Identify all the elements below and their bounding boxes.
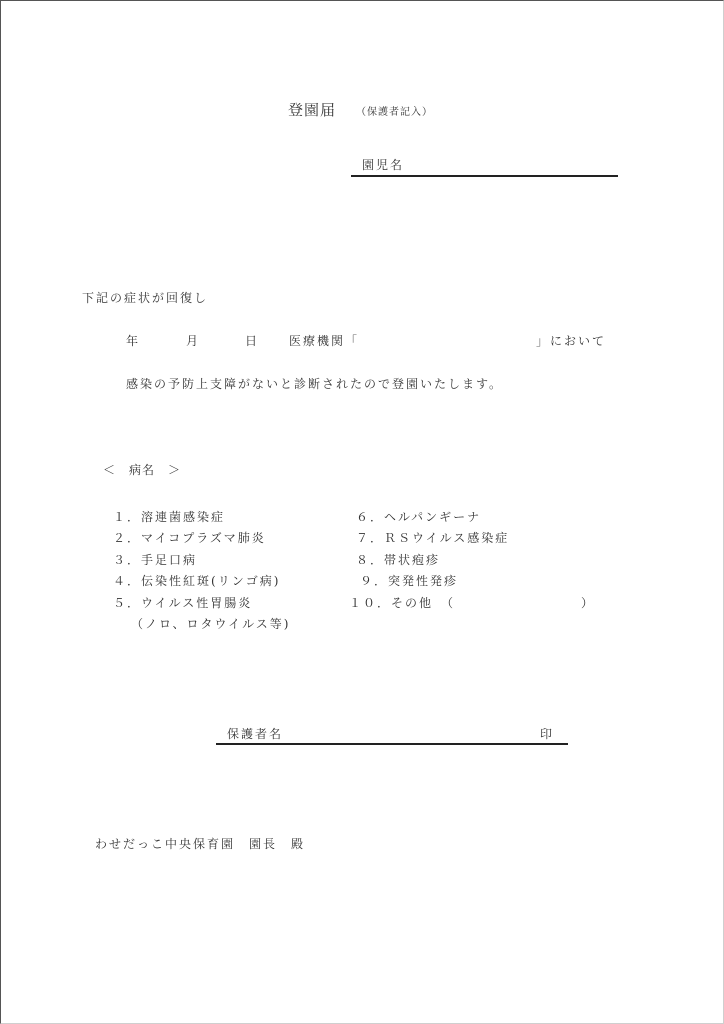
disease-number: ５． <box>113 596 142 610</box>
disease-name: その他 （ <box>391 596 456 610</box>
disease-name: 帯状疱疹 <box>384 553 441 567</box>
guardian-name-label: 保護者名 <box>227 727 284 741</box>
disease-item[interactable] <box>360 574 458 588</box>
disease-name: マイコプラズマ肺炎 <box>141 531 266 545</box>
other-close-paren: ） <box>581 596 596 610</box>
document-title: 登園届 <box>288 101 337 119</box>
disease-name: 突発性発疹 <box>388 574 459 588</box>
child-name-field[interactable] <box>411 158 611 174</box>
disease-name: ヘルパンギーナ <box>384 510 482 524</box>
year-label: 年 <box>126 334 141 348</box>
disease-item[interactable] <box>349 596 455 610</box>
statement-line1: 下記の症状が回復し <box>82 291 209 305</box>
guardian-name-field[interactable] <box>291 727 531 743</box>
disease-note: （ノロ、ロタウイルス等) <box>131 617 291 631</box>
disease-number: ２． <box>113 531 142 545</box>
disease-item[interactable] <box>113 531 266 545</box>
disease-number: １０． <box>349 596 392 610</box>
disease-name: 溶連菌感染症 <box>141 510 226 524</box>
disease-name: 手足口病 <box>141 553 198 567</box>
institution-suffix: 」において <box>536 334 607 348</box>
disease-name: 伝染性紅斑(リンゴ病) <box>141 574 281 588</box>
seal-label: 印 <box>540 727 555 741</box>
document-subtitle: （保護者記入） <box>356 107 433 118</box>
disease-number: ３． <box>113 553 142 567</box>
child-name-label: 園児名 <box>362 158 405 172</box>
disease-number: ８． <box>356 553 385 567</box>
statement-line3: 感染の予防上支障がないと診断されたので登園いたします。 <box>126 377 504 391</box>
disease-item[interactable] <box>356 510 481 524</box>
disease-name: ウイルス性胃腸炎 <box>141 596 253 610</box>
month-label: 月 <box>186 334 201 348</box>
day-label: 日 <box>245 334 260 348</box>
disease-item[interactable] <box>113 574 280 588</box>
disease-item[interactable] <box>356 553 440 567</box>
disease-item[interactable] <box>113 510 225 524</box>
disease-heading: ＜ 病名 ＞ <box>103 463 182 477</box>
disease-number: １． <box>113 510 142 524</box>
other-disease-field[interactable] <box>466 596 576 612</box>
institution-field[interactable] <box>361 334 531 350</box>
guardian-name-underline <box>216 743 568 745</box>
disease-number: ７． <box>356 531 385 545</box>
disease-item[interactable] <box>113 553 197 567</box>
child-name-underline <box>351 175 618 177</box>
disease-number: ４． <box>113 574 142 588</box>
disease-number: ６． <box>356 510 385 524</box>
disease-item[interactable] <box>356 531 509 545</box>
disease-number: ９． <box>360 574 389 588</box>
disease-name: ＲＳウイルス感染症 <box>384 531 510 545</box>
institution-label: 医療機関「 <box>289 334 360 348</box>
addressee: わせだっこ中央保育園 園長 殿 <box>95 837 306 851</box>
disease-item[interactable] <box>113 596 252 610</box>
